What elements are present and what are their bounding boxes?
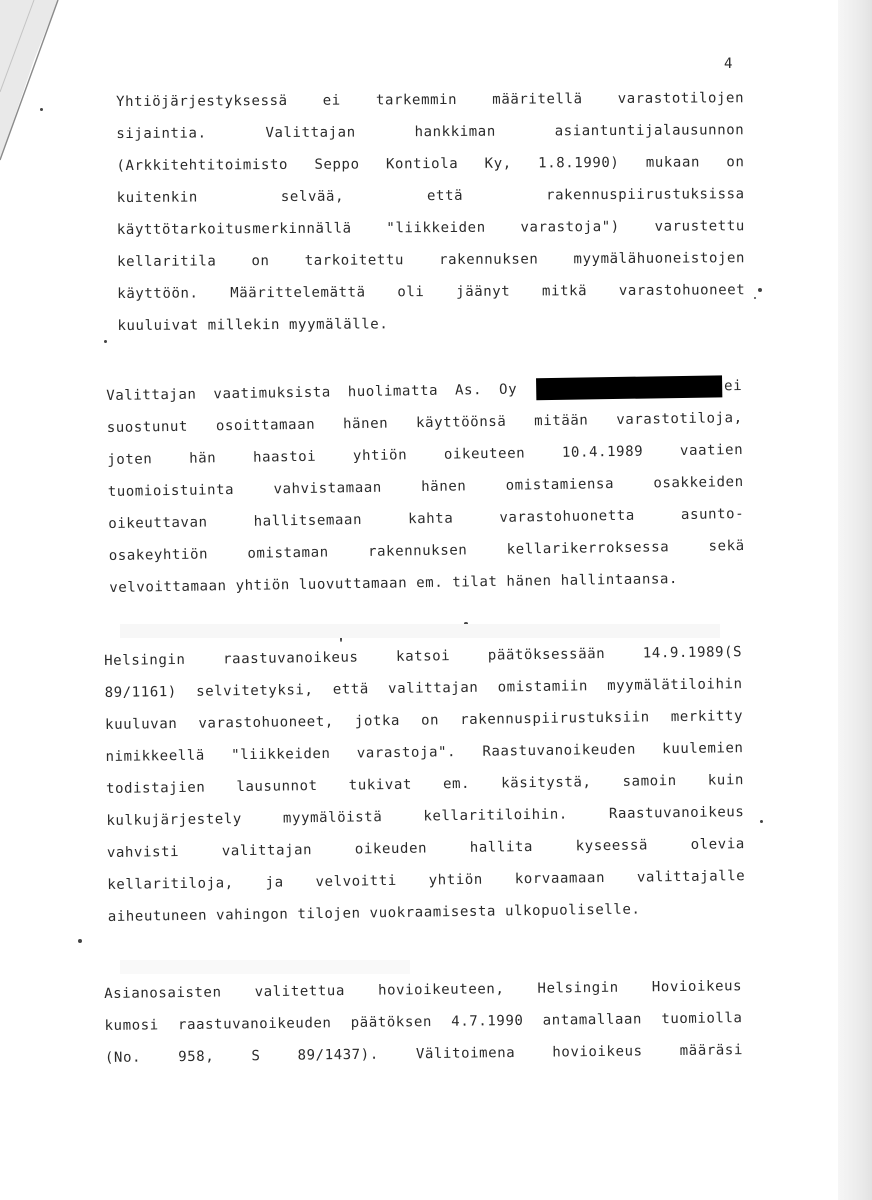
text-line: (No. 958, S 89/1437). Välitoimena hovioikeus määräsi	[104, 1042, 744, 1066]
redaction-bar	[536, 375, 722, 400]
paragraph-1	[116, 82, 746, 342]
text-line: kuuluivat millekin myymälälle.	[117, 316, 389, 334]
paper-right-edge	[838, 0, 872, 1200]
text-line: nimikkeellä "liikkeiden varastoja". Raastuvanoikeuden kuulemien	[105, 740, 744, 765]
page-number: 4	[724, 56, 733, 72]
text-line: 89/1161) selvitetyksi, että valittajan omistamiin myymälätiloihin	[104, 676, 743, 701]
text-line: (Arkkitehtitoimisto Seppo Kontiola Ky, 1.8.1990) mukaan on	[116, 154, 745, 174]
text-line: todistajien lausunnot tukivat em. käsitystä, samoin kuin	[105, 772, 745, 797]
scan-speck	[40, 108, 43, 111]
scan-speck	[104, 340, 107, 343]
text-line: Helsingin raastuvanoikeus katsoi päätöksessään 14.9.1989(S	[104, 644, 743, 669]
text-line: Yhtiöjärjestyksessä ei tarkemmin määritellä varastotilojen	[116, 90, 745, 110]
paragraph-4	[104, 970, 743, 1074]
scan-speck	[754, 297, 756, 299]
text-line: aiheutuneen vahingon tilojen vuokraamisesta ulkopuoliselle.	[107, 901, 641, 925]
folded-corner	[0, 0, 60, 220]
text-line: sijaintia. Valittajan hankkiman asiantuntijalausunnon	[116, 122, 745, 142]
scan-speck	[760, 820, 763, 823]
text-line: oikeuttavan hallitsemaan kahta varastohuonetta asunto-	[108, 505, 745, 532]
text-line: käyttötarkoitusmerkinnällä "liikkeiden varastoja") varustettu	[116, 218, 745, 238]
text-line: osakeyhtiön omistaman rakennuksen kellarikerroksessa sekä	[108, 537, 745, 564]
text-line: velvoittamaan yhtiön luovuttamaan em. tilat hänen hallintaansa.	[109, 571, 679, 596]
paragraph-3	[104, 636, 746, 933]
text-line: kellaritiloja, ja velvoitti yhtiön korvaamaan valittajalle	[107, 868, 746, 893]
text-line: kuuluvan varastohuoneet, jotka on rakennuspiirustuksiin merkitty	[105, 708, 744, 733]
bleed-through-artifact	[120, 624, 720, 638]
bleed-through-artifact	[120, 960, 410, 974]
text-line: kuitenkin selvää, että rakennuspiirustuksissa	[116, 186, 745, 206]
text-line: kellaritila on tarkoitettu rakennuksen myymälähuoneistojen	[117, 250, 746, 270]
paragraph-2	[106, 370, 745, 604]
text-line: käyttöön. Määrittelemättä oli jäänyt mitkä varastohuoneet	[117, 282, 746, 302]
scan-speck	[758, 288, 762, 292]
text-line: suostunut osoittamaan hänen käyttöönsä mitään varastotiloja,	[106, 410, 743, 436]
text-line: kulkujärjestely myymälöistä kellaritiloihin. Raastuvanoikeus	[106, 804, 745, 829]
text-line: joten hän haastoi yhtiön oikeuteen 10.4.1989 vaatien	[107, 442, 744, 468]
text-line: kumosi raastuvanoikeuden päätöksen 4.7.1990 antamallaan tuomiolla	[104, 1010, 743, 1034]
text-line: Asianosaisten valitettua hovioikeuteen, Helsingin Hovioikeus	[104, 978, 743, 1002]
text-line: vahvisti valittajan oikeuden hallita kyseessä olevia	[106, 836, 745, 861]
scan-speck	[78, 939, 82, 943]
text-segment: Valittajan vaatimuksista huolimatta As. Oy	[106, 381, 518, 404]
text-line: tuomioistuinta vahvistamaan hänen omistamiensa osakkeiden	[107, 473, 744, 500]
text-segment: ei	[723, 378, 743, 395]
